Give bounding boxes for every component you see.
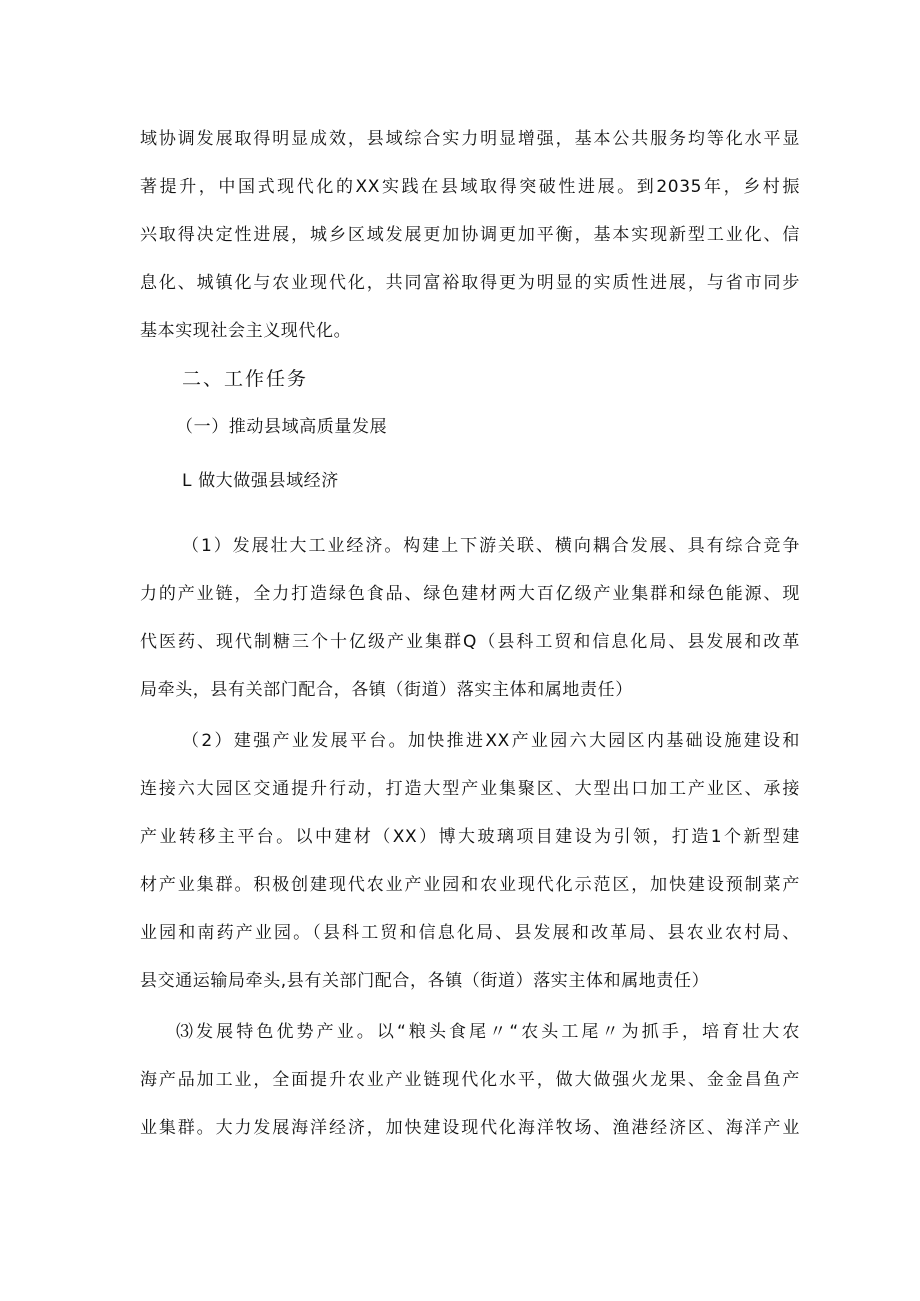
paragraph-1-line-1: 域协调发展取得明显成效，县域综合实力明显增强，基本公共服务均等化水平显 (140, 129, 800, 149)
paragraph-3-line-5: 业园和南药产业园。（县科工贸和信息化局、县发展和改革局、县农业农村局、 (140, 923, 800, 943)
section-heading: 二、工作任务 (182, 368, 309, 390)
paragraph-4-line-2: 海产品加工业，全面提升农业产业链现代化水平，做大做强火龙果、金金昌鱼产 (140, 1070, 800, 1090)
paragraph-1-line-3: 兴取得决定性进展，城乡区域发展更加协调更加平衡，基本实现新型工业化、信 (140, 225, 800, 245)
paragraph-3-line-3: 产业转移主平台。以中建材（XX）博大玻璃项目建设为引领，打造1个新型建 (140, 827, 800, 847)
paragraph-2-line-1: （1）发展壮大工业经济。构建上下游关联、横向耦合发展、具有综合竞争 (182, 536, 800, 556)
paragraph-3-line-4: 材产业集群。积极创建现代农业产业园和农业现代化示范区，加快建设预制菜产 (140, 875, 800, 895)
paragraph-1-line-4: 息化、城镇化与农业现代化，共同富裕取得更为明显的实质性进展，与省市同步 (140, 273, 800, 293)
paragraph-1-line-2: 著提升，中国式现代化的XX实践在县域取得突破性进展。到2035年，乡村振 (140, 177, 800, 197)
paragraph-3-line-2: 连接六大园区交通提升行动，打造大型产业集聚区、大型出口加工产业区、承接 (140, 779, 800, 799)
subsection-heading: （一）推动县域高质量发展 (176, 417, 388, 437)
paragraph-1-line-5: 基本实现社会主义现代化。 (140, 321, 352, 341)
paragraph-4-line-1: ⑶发展特色优势产业。以“粮头食尾〃“农头工尾〃为抓手，培育壮大农 (176, 1022, 800, 1042)
paragraph-4-line-3: 业集群。大力发展海洋经济，加快建设现代化海洋牧场、渔港经济区、海洋产业 (140, 1118, 800, 1138)
item-heading: L 做大做强县域经济 (182, 471, 339, 491)
paragraph-2-line-2: 力的产业链，全力打造绿色食品、绿色建材两大百亿级产业集群和绿色能源、现 (140, 584, 800, 604)
paragraph-3-line-6: 县交通运输局牵头,县有关部门配合，各镇（街道）落实主体和属地责任） (140, 971, 710, 991)
paragraph-3-line-1: （2）建强产业发展平台。加快推进XX产业园六大园区内基础设施建设和 (182, 731, 800, 751)
paragraph-2-line-3: 代医药、现代制糖三个十亿级产业集群Q（县科工贸和信息化局、县发展和改革 (140, 632, 800, 652)
paragraph-2-line-4: 局牵头，县有关部门配合，各镇（街道）落实主体和属地责任） (140, 680, 633, 700)
